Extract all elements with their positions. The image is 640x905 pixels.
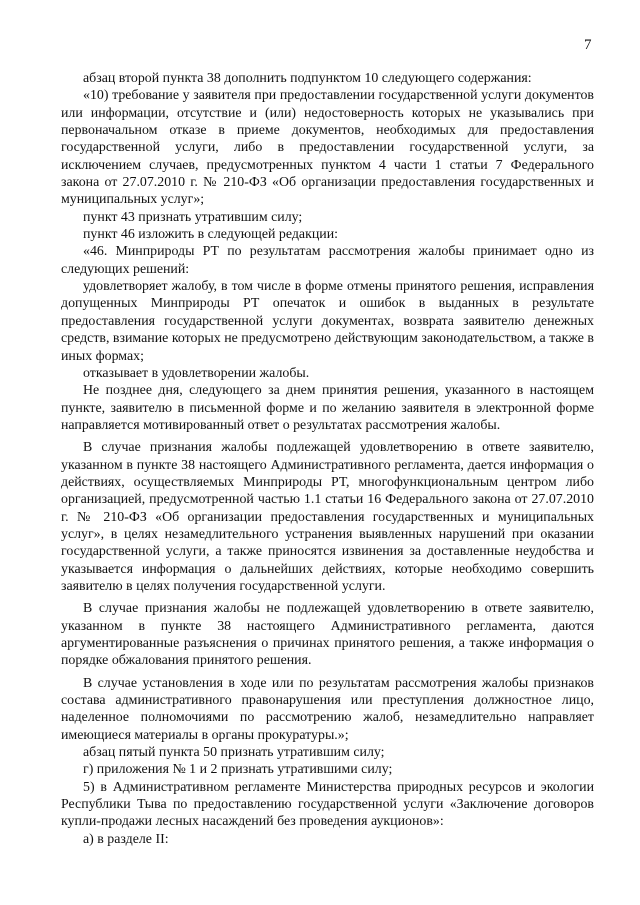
paragraph-item-5: 5) в Административном регламенте Министерства природных ресурсов и экологии Республики Тыва по предоставлению государственной услуги «Заключение договоров купли-продажи лесных насаждений без проведения аукционов»: (61, 779, 594, 830)
page-number: 7 (584, 37, 592, 53)
paragraph-complaint-rejected: В случае признания жалобы не подлежащей удовлетворению в ответе заявителю, указанном в пункте 38 настоящего Административного регламента, даются аргументированные разъяснения о причинах принятого решения, а также информация о порядке обжалования принятого решения. (61, 601, 594, 669)
paragraph-complaint-satisfied: В случае признания жалобы подлежащей удовлетворению в ответе заявителю, указанном в пункте 38 настоящего Административного регламента, дается информация о действиях, осуществляемых Минприроды РТ, многофункциональным центром либо организацией, предусмотренной частью 1.1 статьи 16 Федерального закона от 27.07.2010 г. № 210-ФЗ «Об организации предоставления государственных и муниципальных услуг», в целях незамедлительного устранения выявленных нарушений при оказании государственной услуги, а также приносятся извинения за доставленные неудобства и указывается информация о дальнейших действиях, которые необходимо совершить заявителю в целях получения государственной услуги. (61, 440, 594, 594)
paragraph-point-43: пункт 43 признать утратившим силу; (83, 209, 303, 225)
paragraph-point-46-intro: пункт 46 изложить в следующей редакции: (83, 227, 338, 243)
paragraph-decision-refuse: отказывает в удовлетворении жалобы. (83, 365, 310, 381)
paragraph-appendices: г) приложения № 1 и 2 признать утратившими силу; (83, 762, 393, 778)
paragraph-response-deadline: Не позднее дня, следующего за днем принятия решения, указанного в настоящем пункте, заявителю в письменной форме и по желанию заявителя в электронной форме направляется мотивированный ответ о результатах рассмотрения жалобы. (61, 383, 594, 433)
paragraph-subpoint-10: «10) требование у заявителя при предоставлении государственной услуги документов или информации, отсутствие и (или) недостоверность которых не указывались при первоначальном отказе в приеме документов, необходимых для предоставления государственной услуги, либо в предоставлении государственной услуги, за исключением случаев, предусмотренных пунктом 4 части 1 статьи 7 Федерального закона от 27.07.2010 г. № 210-ФЗ «Об организации предоставления государственных и муниципальных услуг»; (61, 88, 594, 208)
paragraph-point-50: абзац пятый пункта 50 признать утратившим силу; (83, 745, 385, 761)
paragraph-decision-satisfy: удовлетворяет жалобу, в том числе в форме отмены принятого решения, исправления допущенных Минприроды РТ опечаток и ошибок в выданных в результате предоставления государственной услуги документах, возврата заявителю денежных средств, взимание которых не предусмотрено действующим законодательством, а также в иных формах; (61, 279, 594, 364)
paragraph-prosecutor-referral: В случае установления в ходе или по результатам рассмотрения жалобы признаков состава административного правонарушения или преступления должностное лицо, наделенное полномочиями по рассмотрению жалоб, незамедлительно направляет имеющиеся материалы в органы прокуратуры.»; (61, 675, 594, 743)
document-body (61, 70, 594, 848)
paragraph-point-38-intro: абзац второй пункта 38 дополнить подпунктом 10 следующего содержания: (83, 71, 532, 86)
paragraph-point-46: «46. Минприроды РТ по результатам рассмотрения жалобы принимает одно из следующих решений: (61, 244, 594, 277)
paragraph-section-2: а) в разделе II: (83, 831, 169, 847)
